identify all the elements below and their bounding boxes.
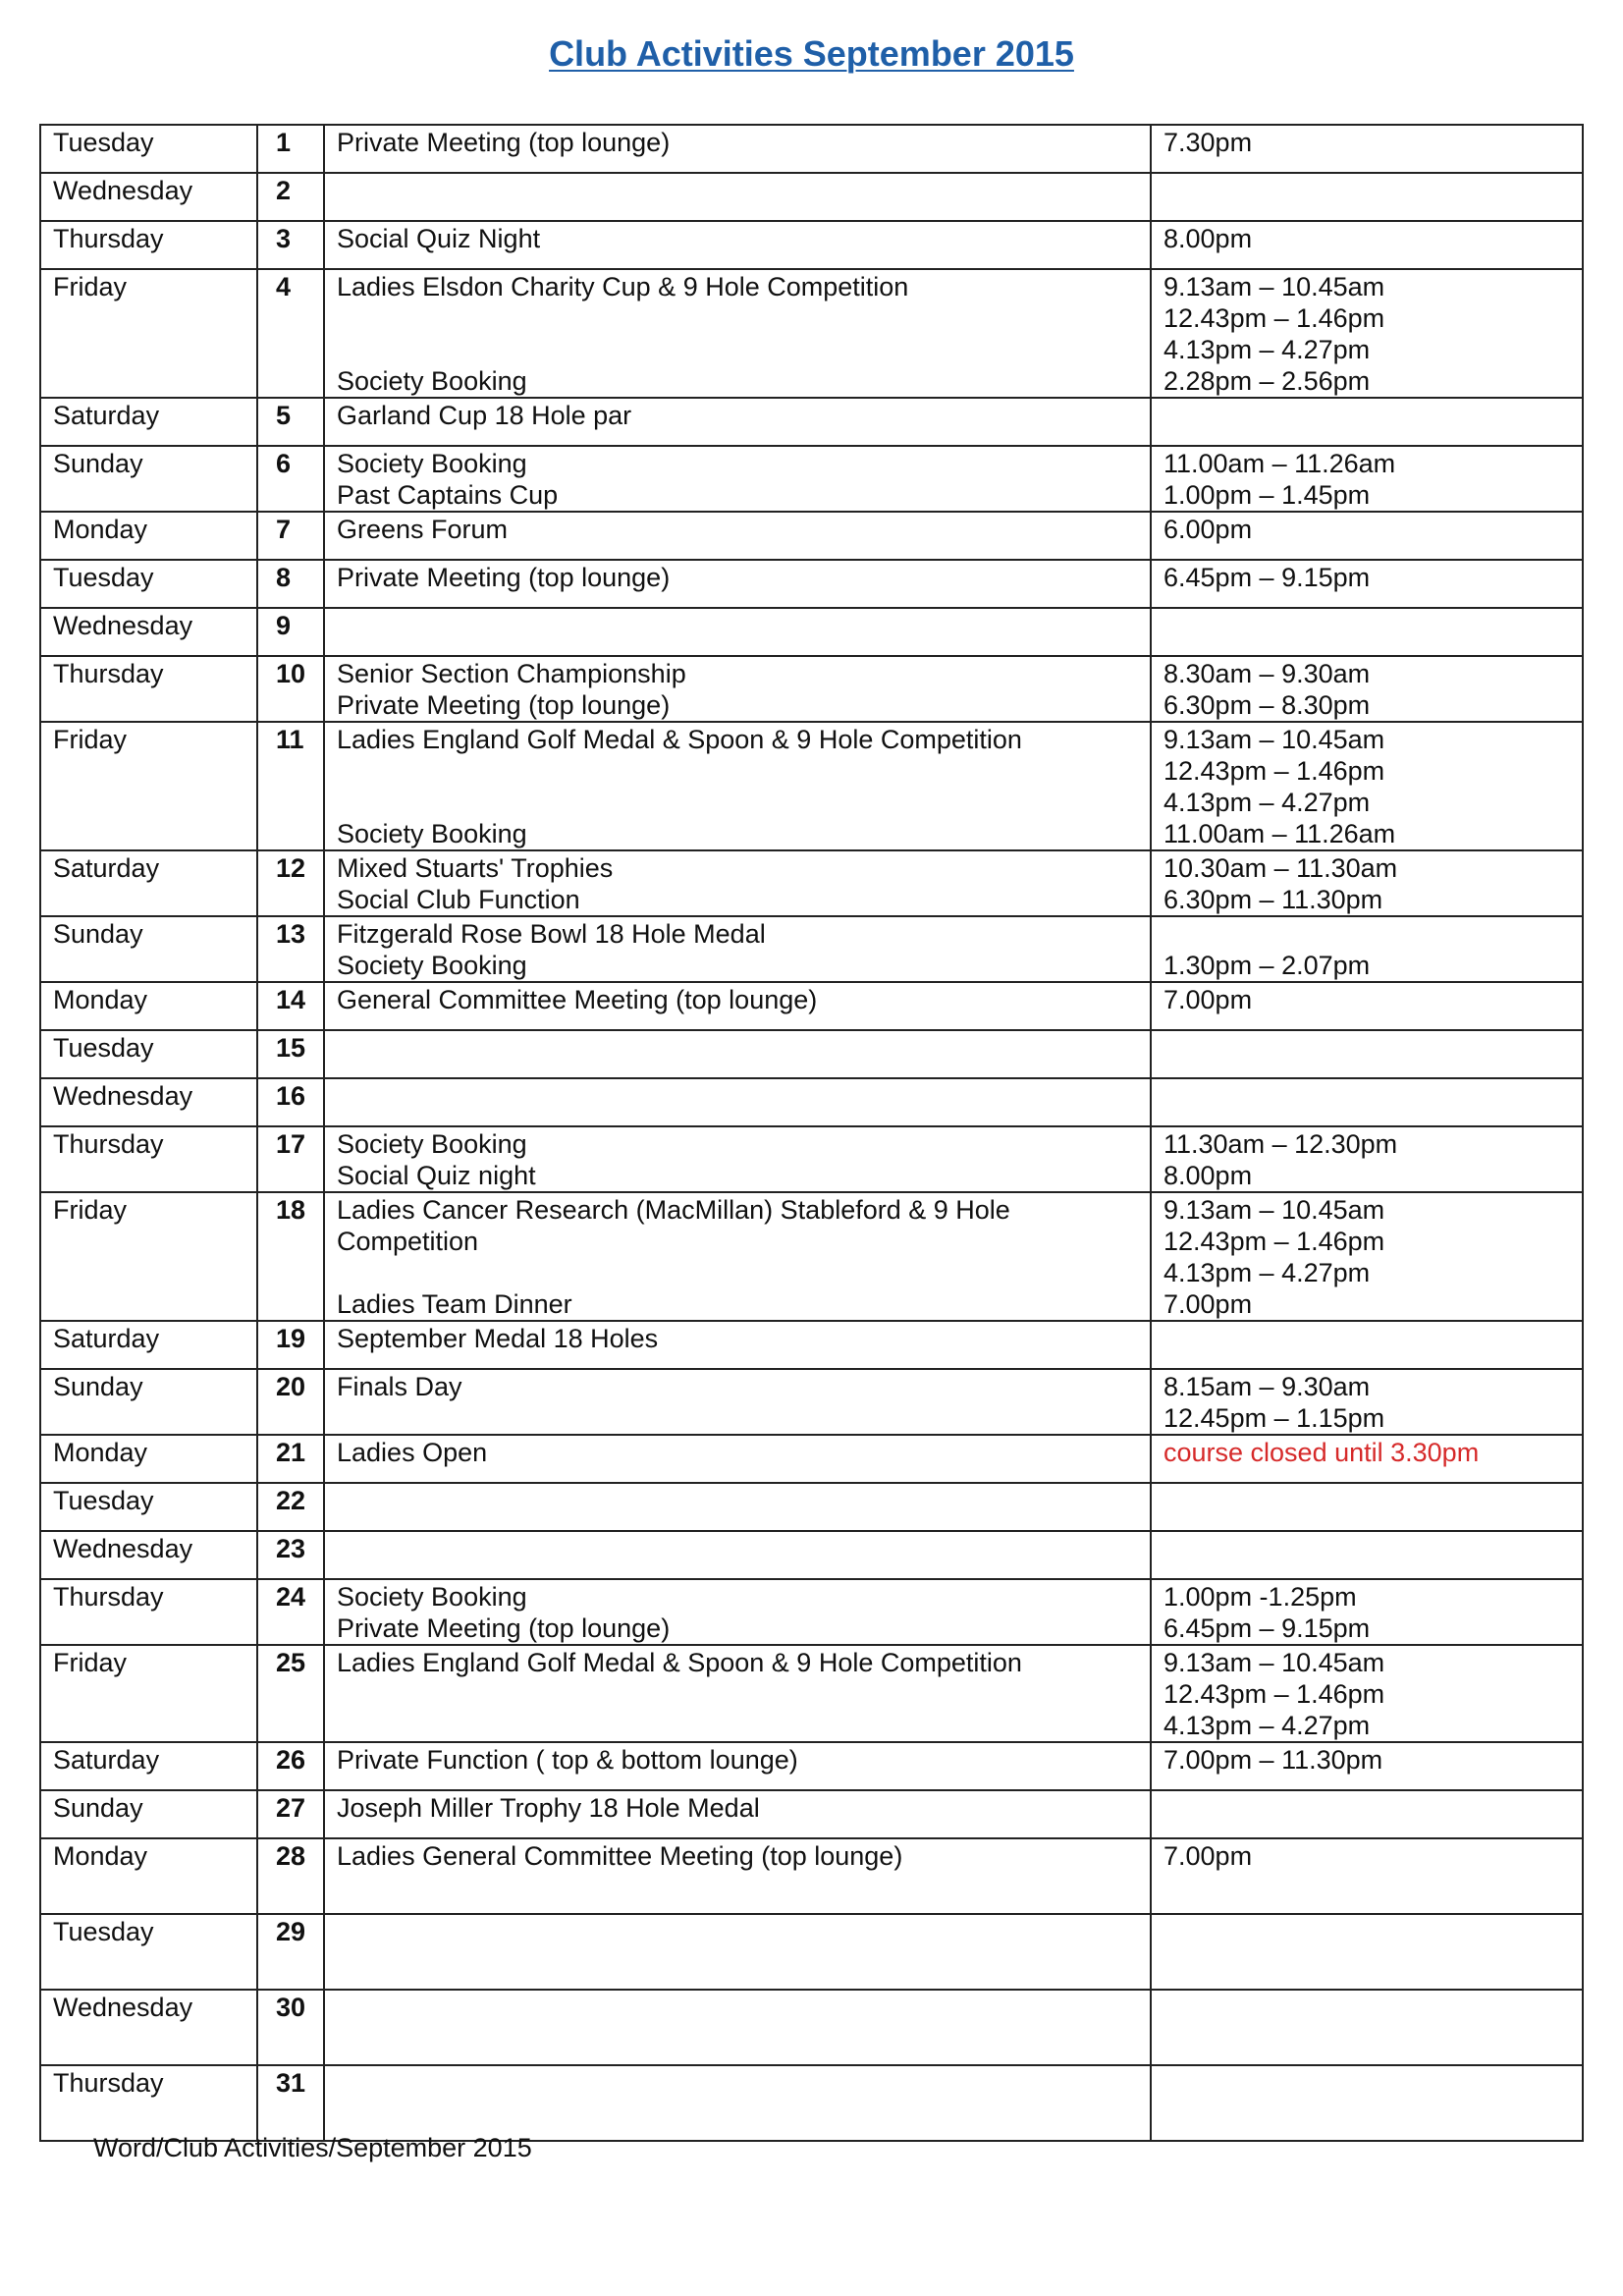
day-name: Tuesday — [53, 128, 154, 157]
activity-text: September Medal 18 Holes — [337, 1324, 659, 1353]
table-row — [40, 1838, 1583, 1914]
time-text: 9.13am – 10.45am — [1163, 1195, 1385, 1225]
table-row — [40, 982, 1583, 1030]
date-cell — [257, 982, 324, 1030]
date-number: 5 — [276, 401, 292, 430]
day-cell — [40, 1579, 257, 1645]
activity-text — [337, 755, 1138, 787]
activity-text — [337, 334, 1138, 365]
table-row — [40, 398, 1583, 446]
day-cell — [40, 1531, 257, 1579]
time-cell — [1151, 398, 1583, 446]
date-cell — [257, 1030, 324, 1078]
time-cell — [1151, 1531, 1583, 1579]
time-text: 4.13pm – 4.27pm — [1163, 1258, 1371, 1287]
table-row — [40, 722, 1583, 850]
activity-text: Ladies General Committee Meeting (top lounge) — [337, 1841, 903, 1871]
date-number: 19 — [276, 1324, 306, 1353]
day-cell — [40, 982, 257, 1030]
activity-text: Ladies England Golf Medal & Spoon & 9 Hole Competition — [337, 1648, 1022, 1677]
date-number: 28 — [276, 1841, 306, 1871]
activity-cell — [324, 1914, 1151, 1990]
activity-text: Private Meeting (top lounge) — [337, 690, 671, 720]
table-row — [40, 221, 1583, 269]
table-row — [40, 1531, 1583, 1579]
activity-cell — [324, 1078, 1151, 1126]
time-cell — [1151, 512, 1583, 560]
time-cell — [1151, 1790, 1583, 1838]
day-cell — [40, 560, 257, 608]
time-cell — [1151, 1483, 1583, 1531]
time-text: 10.30am – 11.30am — [1163, 853, 1398, 883]
time-cell — [1151, 1078, 1583, 1126]
day-name: Wednesday — [53, 1081, 193, 1111]
day-name: Thursday — [53, 224, 164, 253]
date-number: 1 — [276, 128, 292, 157]
date-number: 31 — [276, 2068, 306, 2098]
date-number: 2 — [276, 176, 292, 205]
date-number: 12 — [276, 853, 306, 883]
day-cell — [40, 1838, 257, 1914]
date-cell — [257, 722, 324, 850]
date-number: 25 — [276, 1648, 306, 1677]
day-name: Sunday — [53, 1793, 143, 1823]
day-cell — [40, 173, 257, 221]
activity-text: Ladies Team Dinner — [337, 1289, 572, 1319]
activity-cell — [324, 269, 1151, 398]
activity-text: Society Booking — [337, 366, 527, 396]
day-name: Sunday — [53, 1372, 143, 1401]
activity-cell — [324, 1369, 1151, 1435]
table-row — [40, 1078, 1583, 1126]
day-cell — [40, 398, 257, 446]
activity-text: Joseph Miller Trophy 18 Hole Medal — [337, 1793, 760, 1823]
day-cell — [40, 512, 257, 560]
date-number: 7 — [276, 515, 292, 544]
time-text: 8.00pm — [1163, 224, 1253, 253]
date-number: 20 — [276, 1372, 306, 1401]
time-text: 4.13pm – 4.27pm — [1163, 788, 1371, 817]
date-number: 4 — [276, 272, 292, 301]
date-number: 26 — [276, 1745, 306, 1775]
time-text: 1.30pm – 2.07pm — [1163, 951, 1371, 980]
activity-cell — [324, 512, 1151, 560]
date-cell — [257, 608, 324, 656]
activity-cell — [324, 125, 1151, 173]
activity-text — [337, 1257, 1138, 1288]
activity-text: Ladies Cancer Research (MacMillan) Stableford & 9 Hole — [337, 1195, 1010, 1225]
date-number: 3 — [276, 224, 292, 253]
day-name: Wednesday — [53, 176, 193, 205]
time-cell — [1151, 269, 1583, 398]
activity-cell — [324, 398, 1151, 446]
activity-cell — [324, 1838, 1151, 1914]
day-name: Tuesday — [53, 1917, 154, 1946]
table-row — [40, 1790, 1583, 1838]
date-cell — [257, 1192, 324, 1321]
table-row — [40, 1126, 1583, 1192]
date-number: 29 — [276, 1917, 306, 1946]
date-number: 21 — [276, 1438, 306, 1467]
date-number: 9 — [276, 611, 292, 640]
activity-text: Society Booking — [337, 819, 527, 848]
activity-cell — [324, 1645, 1151, 1742]
footer-path: Word/Club Activities/September 2015 — [93, 2133, 532, 2162]
date-cell — [257, 1369, 324, 1435]
activity-cell — [324, 1742, 1151, 1790]
day-cell — [40, 850, 257, 916]
table-row — [40, 656, 1583, 722]
time-text — [1163, 918, 1570, 950]
page-title-text: Club Activities September 2015 — [549, 33, 1074, 74]
activity-text: Private Meeting (top lounge) — [337, 563, 671, 592]
date-cell — [257, 1078, 324, 1126]
time-text: 12.43pm – 1.46pm — [1163, 1679, 1385, 1709]
time-cell — [1151, 1579, 1583, 1645]
date-cell — [257, 1914, 324, 1990]
day-cell — [40, 446, 257, 512]
table-row — [40, 608, 1583, 656]
date-cell — [257, 125, 324, 173]
table-row — [40, 1645, 1583, 1742]
day-cell — [40, 722, 257, 850]
activity-cell — [324, 1192, 1151, 1321]
day-name: Monday — [53, 1438, 148, 1467]
activity-cell — [324, 446, 1151, 512]
time-text: 9.13am – 10.45am — [1163, 725, 1385, 754]
activity-text: Past Captains Cup — [337, 480, 559, 510]
time-cell — [1151, 916, 1583, 982]
day-name: Thursday — [53, 1582, 164, 1612]
time-cell — [1151, 1030, 1583, 1078]
activity-text: Private Function ( top & bottom lounge) — [337, 1745, 798, 1775]
time-alert-text: course closed until 3.30pm — [1163, 1438, 1480, 1467]
day-cell — [40, 1790, 257, 1838]
time-cell — [1151, 1838, 1583, 1914]
activity-text: Private Meeting (top lounge) — [337, 1613, 671, 1643]
day-name: Thursday — [53, 1129, 164, 1159]
activity-cell — [324, 656, 1151, 722]
activity-cell — [324, 1126, 1151, 1192]
time-text: 7.00pm — [1163, 1289, 1253, 1319]
table-row — [40, 1742, 1583, 1790]
time-cell — [1151, 1914, 1583, 1990]
date-cell — [257, 1742, 324, 1790]
date-number: 23 — [276, 1534, 306, 1563]
day-cell — [40, 1483, 257, 1531]
date-cell — [257, 173, 324, 221]
time-text: 12.43pm – 1.46pm — [1163, 756, 1385, 786]
date-cell — [257, 560, 324, 608]
time-text: 7.30pm — [1163, 128, 1253, 157]
time-text: 2.28pm – 2.56pm — [1163, 366, 1371, 396]
date-number: 14 — [276, 985, 306, 1014]
time-cell — [1151, 1126, 1583, 1192]
page-title — [0, 33, 1623, 75]
time-cell — [1151, 1369, 1583, 1435]
activity-text: Social Quiz night — [337, 1161, 536, 1190]
day-cell — [40, 1914, 257, 1990]
table-row — [40, 2065, 1583, 2141]
date-cell — [257, 1435, 324, 1483]
time-text: 8.00pm — [1163, 1161, 1253, 1190]
activity-cell — [324, 560, 1151, 608]
activity-cell — [324, 1321, 1151, 1369]
activity-text: Ladies Elsdon Charity Cup & 9 Hole Competition — [337, 272, 909, 301]
time-text: 6.45pm – 9.15pm — [1163, 1613, 1371, 1643]
date-number: 24 — [276, 1582, 306, 1612]
date-number: 13 — [276, 919, 306, 949]
date-cell — [257, 850, 324, 916]
day-cell — [40, 221, 257, 269]
time-cell — [1151, 221, 1583, 269]
table-row — [40, 446, 1583, 512]
time-cell — [1151, 1742, 1583, 1790]
day-name: Monday — [53, 515, 148, 544]
activity-cell — [324, 1030, 1151, 1078]
day-name: Saturday — [53, 853, 160, 883]
time-text: 6.45pm – 9.15pm — [1163, 563, 1371, 592]
activity-text: Senior Section Championship — [337, 659, 686, 688]
time-text: 8.30am – 9.30am — [1163, 659, 1371, 688]
date-cell — [257, 1483, 324, 1531]
day-cell — [40, 916, 257, 982]
date-number: 17 — [276, 1129, 306, 1159]
table-row — [40, 1435, 1583, 1483]
day-cell — [40, 1321, 257, 1369]
activity-text: Society Booking — [337, 1129, 527, 1159]
time-cell — [1151, 1192, 1583, 1321]
activity-cell — [324, 1435, 1151, 1483]
time-text: 9.13am – 10.45am — [1163, 1648, 1385, 1677]
date-cell — [257, 221, 324, 269]
time-text: 12.45pm – 1.15pm — [1163, 1403, 1385, 1433]
time-cell — [1151, 850, 1583, 916]
day-name: Saturday — [53, 1745, 160, 1775]
day-name: Friday — [53, 272, 128, 301]
time-cell — [1151, 173, 1583, 221]
time-text: 12.43pm – 1.46pm — [1163, 303, 1385, 333]
day-cell — [40, 1030, 257, 1078]
activity-text: Ladies England Golf Medal & Spoon & 9 Hole Competition — [337, 725, 1022, 754]
time-text: 4.13pm – 4.27pm — [1163, 1711, 1371, 1740]
time-cell — [1151, 982, 1583, 1030]
time-cell — [1151, 1435, 1583, 1483]
table-row — [40, 850, 1583, 916]
time-text: 7.00pm — [1163, 985, 1253, 1014]
activity-text: Private Meeting (top lounge) — [337, 128, 671, 157]
time-cell — [1151, 1321, 1583, 1369]
date-cell — [257, 1321, 324, 1369]
activity-cell — [324, 173, 1151, 221]
date-number: 18 — [276, 1195, 306, 1225]
day-cell — [40, 269, 257, 398]
date-cell — [257, 1531, 324, 1579]
time-text: 6.00pm — [1163, 515, 1253, 544]
time-text: 1.00pm -1.25pm — [1163, 1582, 1357, 1612]
date-cell — [257, 512, 324, 560]
day-cell — [40, 1078, 257, 1126]
day-cell — [40, 656, 257, 722]
day-cell — [40, 608, 257, 656]
activity-text: Society Booking — [337, 951, 527, 980]
time-text: 7.00pm — [1163, 1841, 1253, 1871]
time-text: 9.13am – 10.45am — [1163, 272, 1385, 301]
date-cell — [257, 656, 324, 722]
time-text: 11.00am – 11.26am — [1163, 819, 1396, 848]
day-name: Monday — [53, 1841, 148, 1871]
date-number: 27 — [276, 1793, 306, 1823]
day-name: Friday — [53, 1648, 128, 1677]
date-cell — [257, 1126, 324, 1192]
time-cell — [1151, 446, 1583, 512]
activity-text: Competition — [337, 1227, 479, 1256]
day-name: Wednesday — [53, 611, 193, 640]
date-cell — [257, 1645, 324, 1742]
day-name: Wednesday — [53, 1993, 193, 2022]
day-name: Monday — [53, 985, 148, 1014]
day-cell — [40, 1435, 257, 1483]
date-cell — [257, 2065, 324, 2141]
table-row — [40, 560, 1583, 608]
date-cell — [257, 916, 324, 982]
table-row — [40, 269, 1583, 398]
day-name: Tuesday — [53, 563, 154, 592]
activity-text: Garland Cup 18 Hole par — [337, 401, 632, 430]
day-name: Thursday — [53, 659, 164, 688]
activity-cell — [324, 1790, 1151, 1838]
time-cell — [1151, 560, 1583, 608]
day-cell — [40, 1645, 257, 1742]
table-row — [40, 1483, 1583, 1531]
time-text: 1.00pm – 1.45pm — [1163, 480, 1371, 510]
activity-text: Social Club Function — [337, 885, 580, 914]
day-name: Wednesday — [53, 1534, 193, 1563]
day-name: Sunday — [53, 919, 143, 949]
day-name: Sunday — [53, 449, 143, 478]
activity-cell — [324, 916, 1151, 982]
activity-text: Mixed Stuarts' Trophies — [337, 853, 614, 883]
table-row — [40, 1914, 1583, 1990]
time-text: 4.13pm – 4.27pm — [1163, 335, 1371, 364]
day-name: Tuesday — [53, 1033, 154, 1063]
time-cell — [1151, 2065, 1583, 2141]
day-name: Tuesday — [53, 1486, 154, 1515]
activity-text: Finals Day — [337, 1372, 462, 1401]
date-number: 6 — [276, 449, 292, 478]
time-cell — [1151, 608, 1583, 656]
table-row — [40, 1579, 1583, 1645]
table-row — [40, 173, 1583, 221]
activity-cell — [324, 1579, 1151, 1645]
date-cell — [257, 1790, 324, 1838]
day-cell — [40, 1990, 257, 2065]
day-cell — [40, 1192, 257, 1321]
date-number: 15 — [276, 1033, 306, 1063]
date-number: 30 — [276, 1993, 306, 2022]
date-number: 16 — [276, 1081, 306, 1111]
activity-cell — [324, 982, 1151, 1030]
activity-text: Society Booking — [337, 449, 527, 478]
time-cell — [1151, 722, 1583, 850]
day-name: Friday — [53, 725, 128, 754]
activity-text: Greens Forum — [337, 515, 509, 544]
time-text: 12.43pm – 1.46pm — [1163, 1227, 1385, 1256]
date-number: 10 — [276, 659, 306, 688]
activity-text — [337, 787, 1138, 818]
activity-cell — [324, 850, 1151, 916]
date-number: 8 — [276, 563, 292, 592]
activity-text: Social Quiz Night — [337, 224, 541, 253]
day-cell — [40, 125, 257, 173]
activity-cell — [324, 722, 1151, 850]
time-text: 6.30pm – 8.30pm — [1163, 690, 1371, 720]
table-row — [40, 1321, 1583, 1369]
time-text: 11.30am – 12.30pm — [1163, 1129, 1398, 1159]
time-cell — [1151, 1645, 1583, 1742]
date-number: 11 — [276, 725, 304, 754]
day-name: Saturday — [53, 401, 160, 430]
day-cell — [40, 2065, 257, 2141]
time-text: 6.30pm – 11.30pm — [1163, 885, 1383, 914]
activity-cell — [324, 2065, 1151, 2141]
day-name: Thursday — [53, 2068, 164, 2098]
time-cell — [1151, 1990, 1583, 2065]
activity-text: Society Booking — [337, 1582, 527, 1612]
table-row — [40, 916, 1583, 982]
day-name: Saturday — [53, 1324, 160, 1353]
time-cell — [1151, 656, 1583, 722]
activity-cell — [324, 1483, 1151, 1531]
table-row — [40, 512, 1583, 560]
table-row — [40, 1369, 1583, 1435]
time-text: 7.00pm – 11.30pm — [1163, 1745, 1383, 1775]
time-cell — [1151, 125, 1583, 173]
table-row — [40, 1990, 1583, 2065]
time-text: 8.15am – 9.30am — [1163, 1372, 1371, 1401]
day-cell — [40, 1126, 257, 1192]
activity-text: Fitzgerald Rose Bowl 18 Hole Medal — [337, 919, 766, 949]
date-number: 22 — [276, 1486, 306, 1515]
activity-text: Ladies Open — [337, 1438, 488, 1467]
date-cell — [257, 269, 324, 398]
day-cell — [40, 1369, 257, 1435]
activity-cell — [324, 608, 1151, 656]
activity-cell — [324, 1531, 1151, 1579]
time-text: 11.00am – 11.26am — [1163, 449, 1396, 478]
date-cell — [257, 398, 324, 446]
day-cell — [40, 1742, 257, 1790]
table-row — [40, 1192, 1583, 1321]
date-cell — [257, 446, 324, 512]
activity-text: General Committee Meeting (top lounge) — [337, 985, 818, 1014]
table-row — [40, 125, 1583, 173]
table-row — [40, 1030, 1583, 1078]
activities-table-body — [40, 125, 1583, 2141]
date-cell — [257, 1838, 324, 1914]
date-cell — [257, 1990, 324, 2065]
date-cell — [257, 1579, 324, 1645]
day-name: Friday — [53, 1195, 128, 1225]
activity-text — [337, 302, 1138, 334]
activity-cell — [324, 221, 1151, 269]
activities-table — [39, 124, 1584, 2142]
activity-cell — [324, 1990, 1151, 2065]
